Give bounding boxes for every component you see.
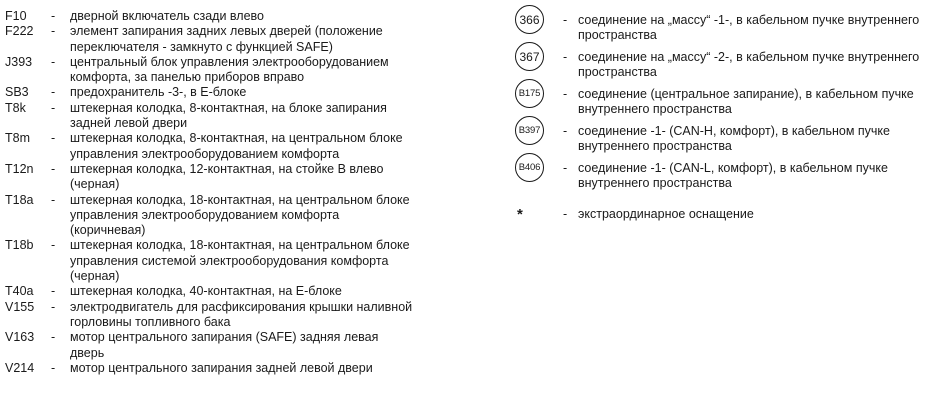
legend-row-v155 bbox=[5, 300, 460, 331]
legend-dash: - bbox=[563, 50, 568, 64]
asterisk-icon: * bbox=[517, 206, 523, 223]
legend-code: T40a bbox=[5, 284, 34, 299]
legend-row-v163 bbox=[5, 330, 460, 361]
legend-dash: - bbox=[51, 9, 56, 23]
legend-description: мотор центрального запирания задней левой двери bbox=[70, 360, 373, 375]
legend-dash: - bbox=[563, 207, 568, 221]
legend-row-366 bbox=[515, 5, 940, 42]
legend-row-f222 bbox=[5, 24, 460, 55]
legend-dash: - bbox=[563, 124, 568, 138]
legend-dash: - bbox=[51, 161, 56, 176]
legend-description: мотор центрального запирания (SAFE) задняя левая дверь bbox=[70, 330, 379, 360]
ground-connection-circle: 366 bbox=[515, 5, 544, 34]
legend-dash: - bbox=[563, 13, 568, 27]
legend-row-t18b bbox=[5, 238, 460, 284]
legend-description: соединение на „массу“ -2-, в кабельном пучке внутреннего пространства bbox=[578, 50, 920, 79]
connection-circle: B406 bbox=[515, 153, 544, 182]
legend-row-t8m bbox=[5, 131, 460, 162]
legend-description: штекерная колодка, 12-контактная, на стойке В влево (черная) bbox=[70, 161, 384, 192]
legend-row-b406 bbox=[515, 153, 940, 190]
legend-description: соединение -1- (CAN-H, комфорт), в кабельном пучке внутреннего пространства bbox=[578, 124, 890, 153]
legend-description: электродвигатель для расфиксирования крышки наливной горловины топливного бака bbox=[70, 299, 413, 329]
legend-description: предохранитель -3-, в Е-блоке bbox=[70, 85, 247, 100]
legend-code: T18a bbox=[5, 192, 34, 207]
legend-row-f10 bbox=[5, 9, 460, 24]
legend-description: соединение на „массу“ -1-, в кабельном пучке внутреннего пространства bbox=[578, 13, 920, 42]
legend-dash: - bbox=[563, 161, 568, 175]
legend-code: V155 bbox=[5, 299, 35, 314]
legend-description: штекерная колодка, 8-контактная, на блоке запирания задней левой двери bbox=[70, 100, 387, 131]
legend-code: F10 bbox=[5, 9, 27, 23]
legend-description: штекерная колодка, 18-контактная, на центральном блоке управления системой электрооборудования комфорта (черная) bbox=[70, 238, 410, 284]
legend-row-v214 bbox=[5, 361, 460, 376]
legend-code: J393 bbox=[5, 54, 33, 69]
legend-dash: - bbox=[51, 100, 56, 115]
connection-circle: B397 bbox=[515, 116, 544, 145]
legend-row-sb3 bbox=[5, 85, 460, 100]
legend-dash: - bbox=[51, 85, 56, 100]
legend-description: штекерная колодка, 18-контактная, на центральном блоке управления электрооборудованием комфорта (коричневая) bbox=[70, 192, 410, 238]
legend-dash: - bbox=[51, 238, 56, 253]
legend-description: штекерная колодка, 8-контактная, на центральном блоке управления электрооборудованием комфорта bbox=[70, 131, 403, 161]
legend-code: T18b bbox=[5, 238, 34, 253]
legend-code: T8m bbox=[5, 131, 30, 146]
legend-row-t40a bbox=[5, 284, 460, 299]
legend-description: соединение (центральное запирание), в кабельном пучке внутреннего пространства bbox=[578, 87, 914, 116]
legend-code: V163 bbox=[5, 330, 35, 345]
footnote-description: экстраординарное оснащение bbox=[578, 207, 754, 221]
connection-circle: B175 bbox=[515, 79, 544, 108]
legend-dash: - bbox=[51, 24, 56, 39]
legend-dash: - bbox=[51, 54, 56, 69]
legend-row-j393 bbox=[5, 55, 460, 86]
legend-code: SB3 bbox=[5, 85, 29, 100]
legend-code: T8k bbox=[5, 100, 26, 115]
legend-description: центральный блок управления электрооборудованием комфорта, за панелью приборов вправо bbox=[70, 54, 389, 85]
legend-description: соединение -1- (CAN-L, комфорт), в кабельном пучке внутреннего пространства bbox=[578, 161, 888, 190]
legend-dash: - bbox=[51, 299, 56, 314]
legend-row-b175 bbox=[515, 79, 940, 116]
legend-right-column bbox=[515, 5, 940, 223]
legend-code: F222 bbox=[5, 24, 34, 39]
legend-dash: - bbox=[51, 330, 56, 345]
legend-row-t8k bbox=[5, 101, 460, 132]
legend-row-367 bbox=[515, 42, 940, 79]
legend-dash: - bbox=[51, 131, 56, 146]
ground-connection-circle: 367 bbox=[515, 42, 544, 71]
legend-dash: - bbox=[51, 192, 56, 207]
legend-row-t12n bbox=[5, 162, 460, 193]
legend-dash: - bbox=[51, 360, 56, 375]
legend-code: T12n bbox=[5, 161, 34, 176]
legend-description: элемент запирания задних левых дверей (положение переключателя - замкнуто с функцией SAFE) bbox=[70, 24, 383, 54]
legend-row-b397 bbox=[515, 116, 940, 153]
legend-dash: - bbox=[51, 284, 56, 299]
legend-dash: - bbox=[563, 87, 568, 101]
legend-description: дверной включатель сзади влево bbox=[70, 9, 264, 23]
legend-code: V214 bbox=[5, 360, 35, 375]
legend-left-column bbox=[5, 9, 460, 376]
legend-row-t18a bbox=[5, 193, 460, 239]
legend-description: штекерная колодка, 40-контактная, на Е-блоке bbox=[70, 284, 342, 299]
